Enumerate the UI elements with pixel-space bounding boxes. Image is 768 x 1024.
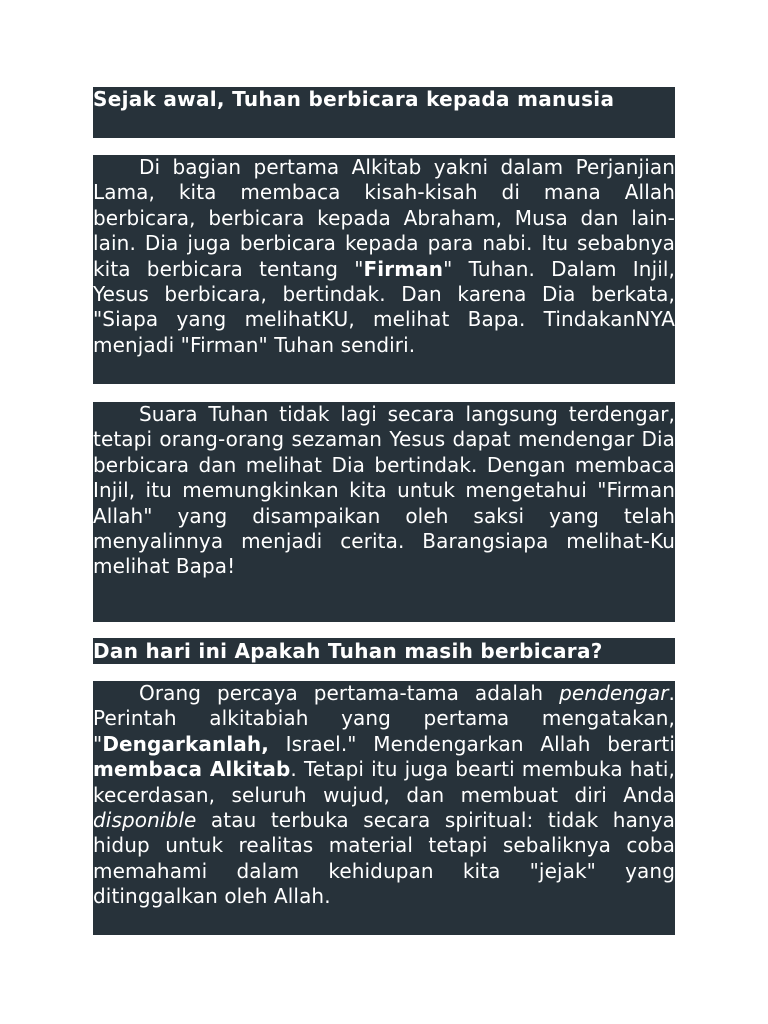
paragraph-1-text-a: Di bagian pertama Alkitab yakni dalam Perjanjian Lama, kita membaca kisah-kisah di mana Allah berbicara, berbicara kepada Abraham, Musa dan lain-lain. Dia juga berbicara kepada para nabi. Itu sebabnya kita berbicara tentang " — [93, 155, 675, 281]
paragraph-3-text-b: . Perintah alkitabiah yang pertama mengatakan, " — [93, 681, 675, 756]
paragraph-2 — [93, 402, 675, 622]
heading-1-text: Sejak awal, Tuhan berbicara kepada manusia — [93, 87, 615, 111]
paragraph-3-bold-dengarkanlah: Dengarkanlah, — [102, 731, 269, 756]
heading-2-text: Dan hari ini Apakah Tuhan masih berbicara? — [93, 639, 603, 663]
paragraph-2-text: Suara Tuhan tidak lagi secara langsung terdengar, tetapi orang-orang sezaman Yesus dapat mendengar Dia berbicara dan melihat Dia bertindak. Dengan membaca Injil, itu memungkinkan kita untuk mengetahui "Firman Allah" yang disampaikan oleh saksi yang telah menyalinnya menjadi cerita. Barangsiapa melihat-Ku melihat Bapa! — [93, 402, 675, 579]
paragraph-3-text-e: atau terbuka secara spiritual: tidak hanya hidup untuk realitas material tetapi sebaliknya coba memahami dalam kehidupan kita "jejak" yang ditinggalkan oleh Allah. — [93, 808, 675, 909]
paragraph-3-bold-membaca-alkitab: membaca Alkitab — [93, 757, 291, 782]
paragraph-3 — [93, 681, 675, 935]
paragraph-3-text-c: Israel." Mendengarkan Allah berarti — [268, 731, 675, 756]
paragraph-3-text-d: . Tetapi itu juga bearti membuka hati, kecerdasan, seluruh wujud, dan membuat diri Anda — [93, 757, 675, 807]
paragraph-3-italic-disponible: disponible — [93, 808, 197, 833]
paragraph-3-text-a: Orang percaya pertama-tama adalah — [139, 681, 560, 705]
paragraph-1 — [93, 155, 675, 384]
paragraph-1-bold-firman: Firman — [363, 256, 444, 281]
section-heading-2 — [93, 638, 675, 664]
paragraph-3-italic-pendengar: pendengar — [559, 681, 669, 705]
document-page — [93, 87, 675, 935]
section-heading-1 — [93, 87, 675, 138]
paragraph-1-text-b: " Tuhan. Dalam Injil, Yesus berbicara, bertindak. Dan karena Dia berkata, "Siapa yang melihatKU, melihat Bapa. TindakanNYA menjadi "Firman" Tuhan sendiri. — [93, 256, 675, 357]
